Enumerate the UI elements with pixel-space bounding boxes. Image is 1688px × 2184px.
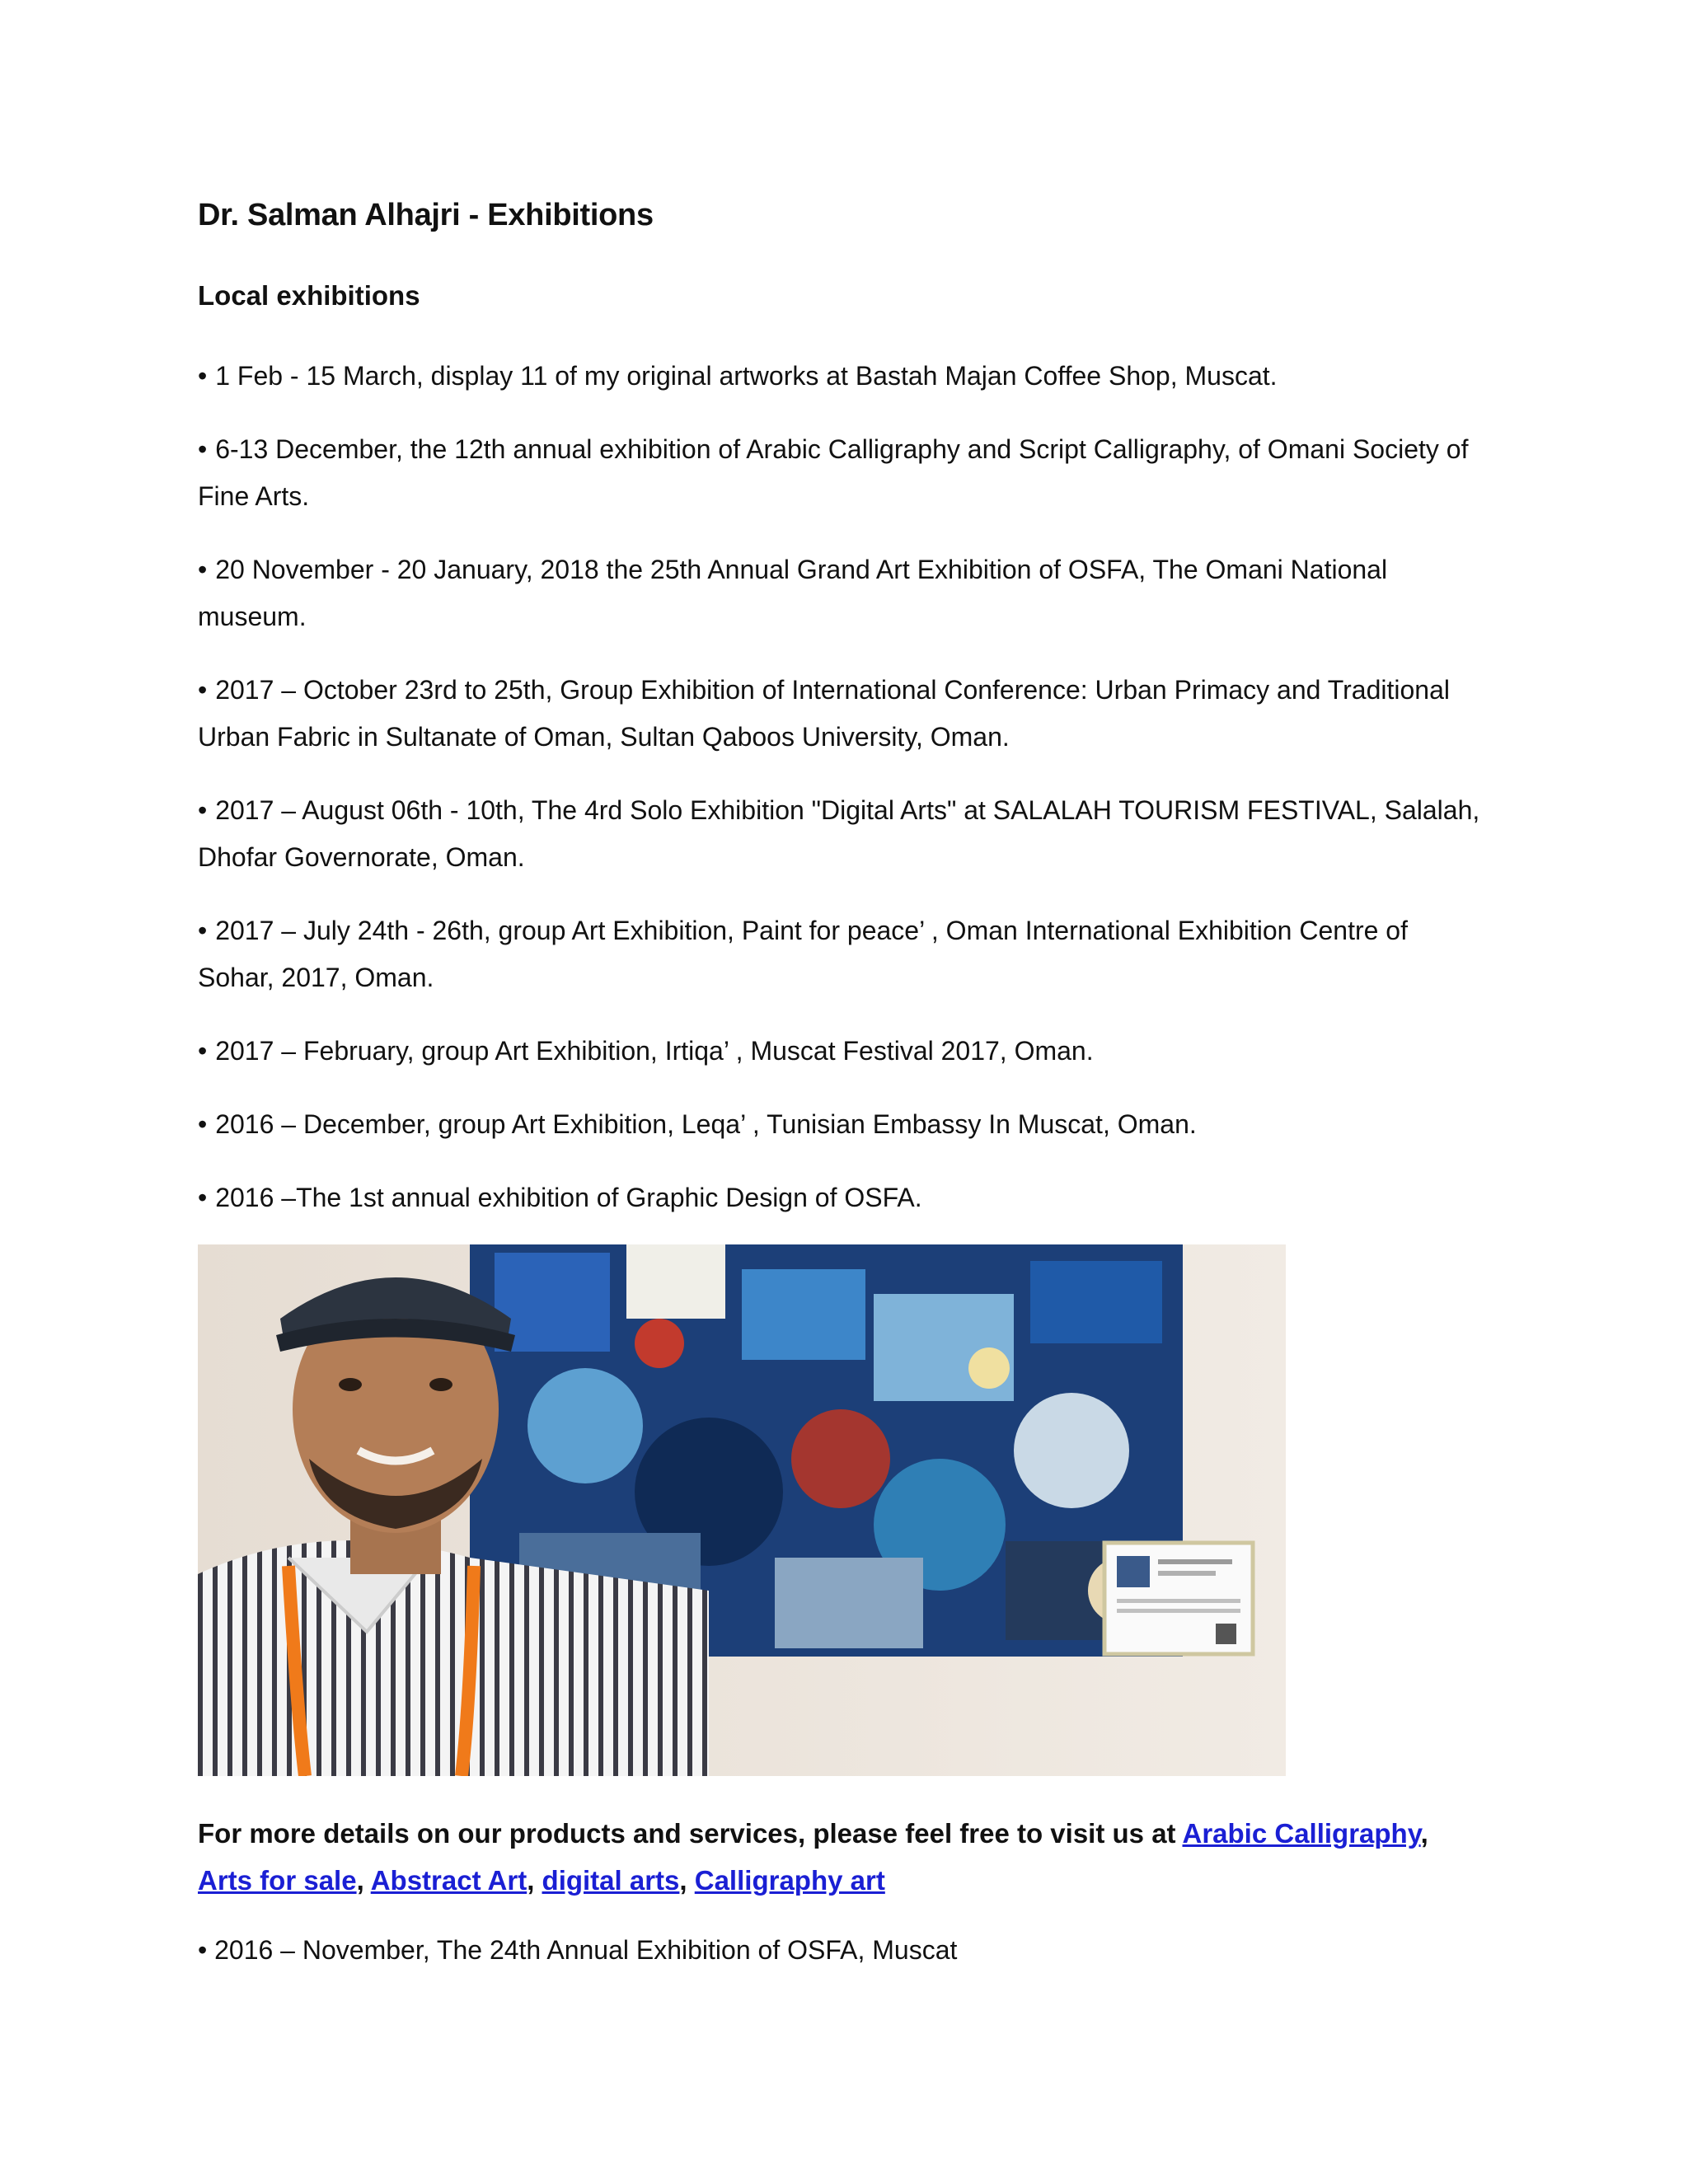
bullet-icon: • [198, 675, 208, 705]
link-separator: , [1420, 1818, 1428, 1849]
list-item [198, 907, 1484, 1001]
list-item [198, 1927, 957, 1974]
list-item-text: 2016 – December, group Art Exhibition, Leqa’ , Tunisian Embassy In Muscat, Oman. [215, 1109, 1197, 1139]
page-title: Dr. Salman Alhajri - Exhibitions [198, 198, 654, 232]
link-separator: , [679, 1865, 695, 1896]
link-abstract-art[interactable]: Abstract Art [370, 1865, 528, 1896]
bullet-icon: • [198, 1109, 208, 1139]
artwork-label [1104, 1543, 1253, 1654]
bullet-icon: • [198, 1036, 208, 1066]
bullet-icon: • [198, 1183, 208, 1212]
list-item-text: 2017 – July 24th - 26th, group Art Exhibition, Paint for peace’ , Oman International Exhibition Centre of Sohar, 2017, Oman. [198, 916, 1408, 992]
promo-text: For more details on our products and services, please feel free to visit us at [198, 1818, 1183, 1849]
list-item-text: 2017 – February, group Art Exhibition, Irtiqa’ , Muscat Festival 2017, Oman. [215, 1036, 1094, 1066]
list-item-text: 2016 –The 1st annual exhibition of Graphic Design of OSFA. [215, 1183, 922, 1212]
bullet-icon: • [198, 555, 208, 584]
bullet-icon: • [198, 434, 208, 464]
list-item [198, 787, 1484, 881]
list-item-text: 1 Feb - 15 March, display 11 of my original artworks at Bastah Majan Coffee Shop, Muscat. [215, 361, 1278, 391]
artist-photo [198, 1244, 1286, 1776]
list-item [198, 353, 1484, 400]
link-calligraphy-art[interactable]: Calligraphy art [694, 1865, 885, 1896]
bullet-icon: • [198, 916, 208, 945]
list-item [198, 426, 1484, 520]
list-item-text: 20 November - 20 January, 2018 the 25th Annual Grand Art Exhibition of OSFA, The Omani National museum. [198, 555, 1388, 631]
link-arts-for-sale[interactable]: Arts for sale [198, 1865, 357, 1896]
link-arabic-calligraphy[interactable]: Arabic Calligraphy [1182, 1818, 1421, 1849]
list-item-text: 2017 – October 23rd to 25th, Group Exhibition of International Conference: Urban Primacy and Traditional Urban Fabric in Sultanate of Oman, Sultan Qaboos University, Oman. [198, 675, 1450, 752]
link-digital-arts[interactable]: digital arts [542, 1865, 680, 1896]
photo-illustration [198, 1244, 1286, 1776]
section-heading: Local exhibitions [198, 280, 420, 311]
list-item-text: 2017 – August 06th - 10th, The 4rd Solo Exhibition "Digital Arts" at SALALAH TOURISM FESTIVAL, Salalah, Dhofar Governorate, Oman. [198, 795, 1480, 872]
list-item [198, 1101, 1484, 1148]
link-separator: , [527, 1865, 542, 1896]
list-item [198, 1174, 1484, 1221]
promo-paragraph [198, 1810, 1484, 1904]
link-separator: , [356, 1865, 371, 1896]
list-item-text: 6-13 December, the 12th annual exhibition of Arabic Calligraphy and Script Calligraphy, of Omani Society of Fine Arts. [198, 434, 1469, 511]
bullet-icon: • [198, 361, 208, 391]
exhibition-list [198, 353, 1484, 1248]
bullet-icon: • [198, 795, 208, 825]
bullet-icon: • [198, 1935, 208, 1965]
list-item [198, 546, 1484, 640]
list-item [198, 1028, 1484, 1075]
list-item [198, 667, 1484, 761]
list-item-text: 2016 – November, The 24th Annual Exhibition of OSFA, Muscat [214, 1935, 958, 1965]
